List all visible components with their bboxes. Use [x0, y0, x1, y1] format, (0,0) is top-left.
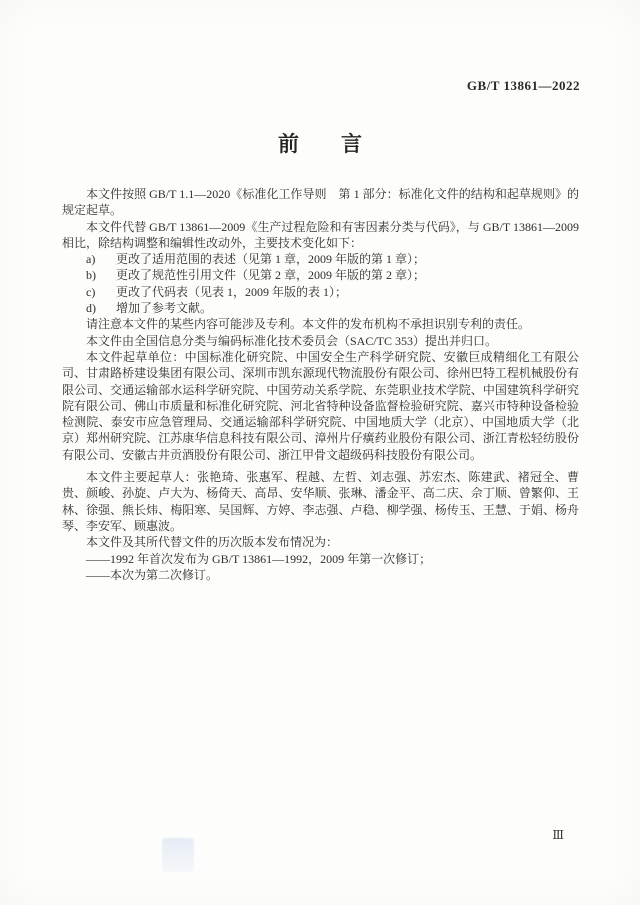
change-item-c [62, 284, 579, 300]
paragraph-committee: 本文件由全国信息分类与编码标准化技术委员会（SAC/TC 353）提出并归口。 [86, 333, 498, 348]
change-item-marker: c) [86, 284, 96, 299]
scanner-watermark-blot [162, 838, 194, 872]
history-item-current-revision: ——本次为第二次修订。 [86, 567, 219, 582]
change-item-text: 增加了参考文献。 [115, 301, 212, 316]
paragraph-history-intro: 本文件及其所代替文件的历次版本发布情况为： [86, 535, 339, 550]
change-item-marker: d) [86, 301, 96, 316]
page-number: Ⅲ [552, 828, 564, 842]
paragraph-drafting-basis: 本文件按照 GB/T 1.1—2020《标准化工作导则 第 1 部分：标准化文件的结构和起草规则》的规定起草。 [62, 187, 579, 218]
paragraph-patent-notice: 请注意本文件的某些内容可能涉及专利。本文件的发布机构不承担识别专利的责任。 [86, 317, 531, 332]
change-item-text: 更改了代码表（见表 1，2009 年版的表 1）； [115, 284, 347, 299]
change-item-d [62, 300, 579, 316]
paragraph-drafting-units: 本文件起草单位：中国标准化研究院、中国安全生产科学研究院、安徽巨成精细化工有限公司、甘肃路桥建设集团有限公司、深圳市凯东源现代物流股份有限公司、徐州巴特工程机械股份有限公司、交通运输部水运科学研究院、中国劳动关系学院、东莞职业技术学院、中国建筑科学研究院有限公司、佛山市质量和标准化研究院、河北省特种设备监督检验研究院、嘉兴市特种设备检验检测院、泰安市应急管理局、交通运输部科学研究院、中国地质大学（北京）、中国地质大学（北京）郑州研究院、江苏康华信息科技有限公司、漳州片仔癀药业股份有限公司、浙江青松轻纺股份有限公司、安徽古井贡酒股份有限公司、浙江甲骨文超级码科技股份有限公司。 [62, 349, 579, 462]
standard-code: GB/T 13861—2022 [466, 78, 580, 93]
paragraph-drafters: 本文件主要起草人：张艳琦、张惠军、程越、左哲、刘志强、苏宏杰、陈建武、褚冠全、曹贵、颜峻、孙旋、卢大为、杨倚天、高昂、安华顺、张琳、潘金平、高二庆、佘丁顺、曾繁仰、王林、徐强、熊长炜、梅阳寒、吴国辉、方婷、李志强、卢稳、柳学强、杨传玉、王慧、于娟、杨舟琴、李安军、顾惠波。 [62, 470, 579, 533]
change-item-text: 更改了适用范围的表述（见第 1 章，2009 年版的第 1 章）； [115, 252, 425, 267]
change-item-marker: a) [86, 252, 96, 267]
change-item-a [62, 251, 579, 267]
foreword-title: 前 言 [278, 132, 362, 156]
change-item-b [62, 267, 579, 283]
paragraph-replacement-note: 本文件代替 GB/T 13861—2009《生产过程危险和有害因素分类与代码》，与 GB/T 13861—2009 相比，除结构调整和编辑性改动外，主要技术变化如下： [62, 219, 579, 250]
change-item-marker: b) [86, 268, 96, 283]
foreword-body [62, 186, 579, 583]
history-item-first-edition: ——1992 年首次发布为 GB/T 13861—1992，2009 年第一次修订； [86, 551, 432, 566]
change-item-text: 更改了规范性引用文件（见第 2 章，2009 年版的第 2 章）； [115, 268, 425, 283]
